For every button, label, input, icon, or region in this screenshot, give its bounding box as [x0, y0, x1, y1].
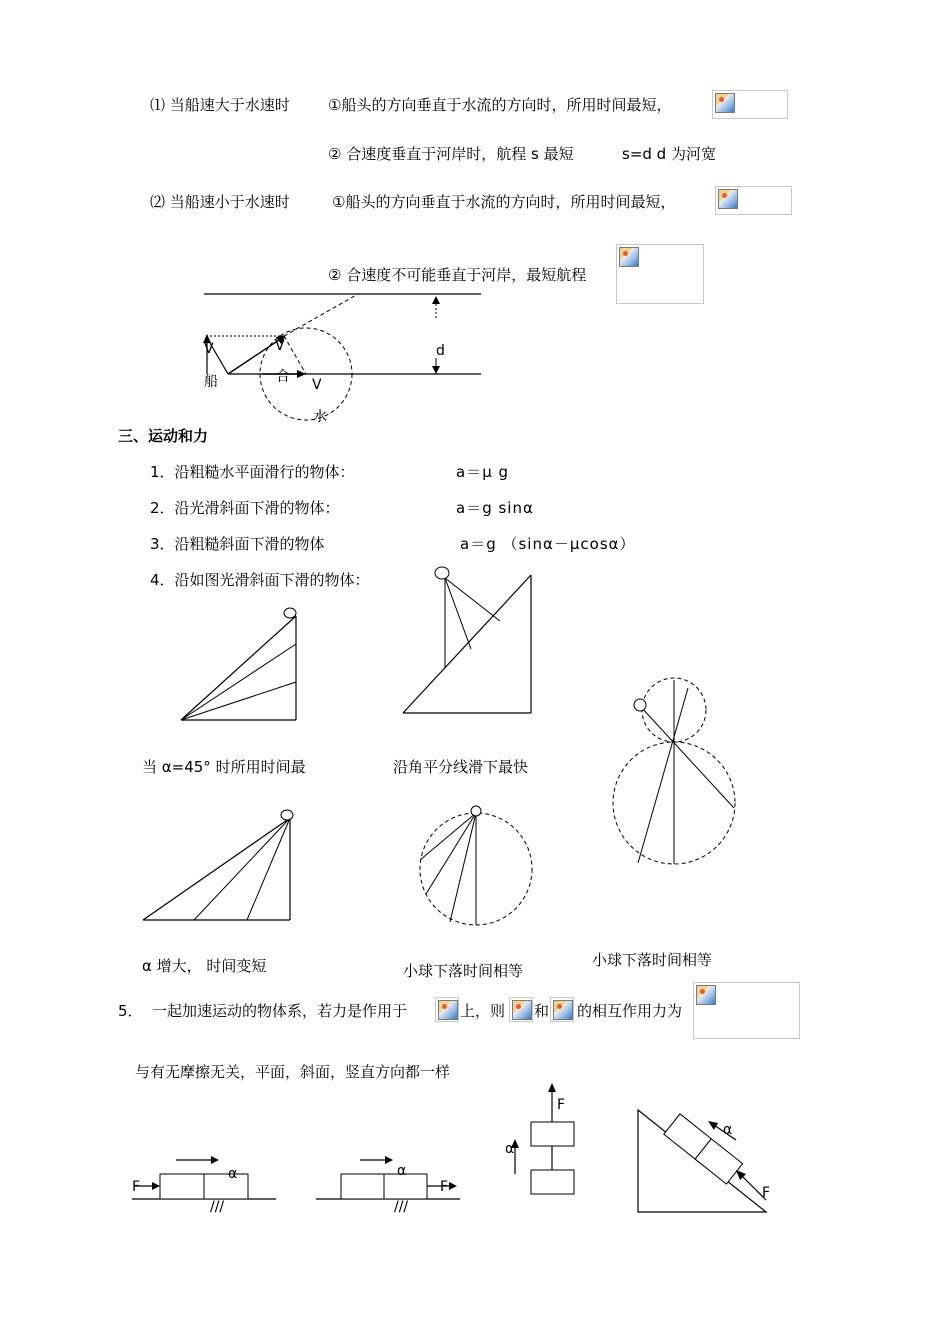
force-label: F	[440, 1179, 449, 1195]
item3-label: 3．沿粗糙斜面下滑的物体	[150, 535, 325, 553]
item5-text-a: 一起加速运动的物体系，若力是作用于	[152, 1002, 408, 1020]
caption-fig2: 沿角平分线滑下最快	[393, 758, 529, 776]
accel-label: α	[723, 1122, 733, 1138]
section-title: 三、运动和力	[118, 427, 209, 445]
case1-line2: ② 合速度垂直于河岸时，航程 s 最短	[328, 145, 574, 163]
item5-text-d: 的相互作用力为	[577, 1002, 683, 1020]
case2-line1: ①船头的方向垂直于水流的方向时，所用时间最短，	[332, 193, 676, 211]
label-boat: 船	[204, 374, 218, 390]
accel-label: α	[397, 1163, 407, 1179]
label-v-left: V	[204, 341, 214, 357]
fig-incline	[638, 1110, 770, 1212]
label-v-boat: V	[275, 338, 285, 354]
caption-fig5: 小球下落时间相等	[403, 962, 524, 980]
label-d: d	[436, 343, 445, 359]
item1-label: 1．沿粗糙水平面滑行的物体：	[150, 463, 355, 481]
caption-fig4: α 增大， 时间变短	[142, 957, 267, 975]
item1-formula: a＝μ g	[456, 463, 510, 481]
item4-label: 4．沿如图光滑斜面下滑的物体：	[150, 571, 370, 589]
item2-formula: a＝g sinα	[456, 499, 534, 517]
fig-push-left	[132, 1156, 276, 1215]
case1-label: ⑴ 当船速大于水速时	[150, 96, 290, 114]
item3-formula: a＝g （sinα－μcosα）	[460, 535, 636, 553]
svg-text:///: ///	[394, 1199, 409, 1215]
label-water: 水	[313, 409, 327, 425]
case1-formula: s=d d 为河宽	[622, 145, 716, 163]
item2-label: 2．沿光滑斜面下滑的物体：	[150, 499, 340, 517]
force-label: F	[132, 1179, 141, 1195]
item5-text-b: 上，则	[460, 1002, 506, 1020]
item5-line2: 与有无摩擦无关，平面，斜面，竖直方向都一样	[135, 1063, 451, 1081]
case2-label: ⑵ 当船速小于水速时	[150, 193, 290, 211]
fig-vertical	[505, 1083, 574, 1194]
accel-label: α	[228, 1166, 238, 1182]
force-label: F	[557, 1097, 566, 1113]
fig-pull-right	[316, 1156, 460, 1215]
item5-num: 5．	[118, 1002, 143, 1020]
label-v-water: V	[312, 377, 322, 393]
svg-text:///: ///	[210, 1199, 225, 1215]
case2-line2: ② 合速度不可能垂直于河岸，最短航程	[328, 266, 587, 284]
force-label: F	[762, 1185, 771, 1201]
case1-line1: ①船头的方向垂直于水流的方向时，所用时间最短，	[328, 96, 672, 114]
caption-fig3: 小球下落时间相等	[592, 951, 713, 969]
caption-fig1: 当 α=45° 时所用时间最	[142, 758, 306, 776]
label-resultant: 合	[276, 369, 290, 385]
item5-text-c: 和	[534, 1002, 550, 1020]
accel-label: α	[505, 1141, 515, 1157]
